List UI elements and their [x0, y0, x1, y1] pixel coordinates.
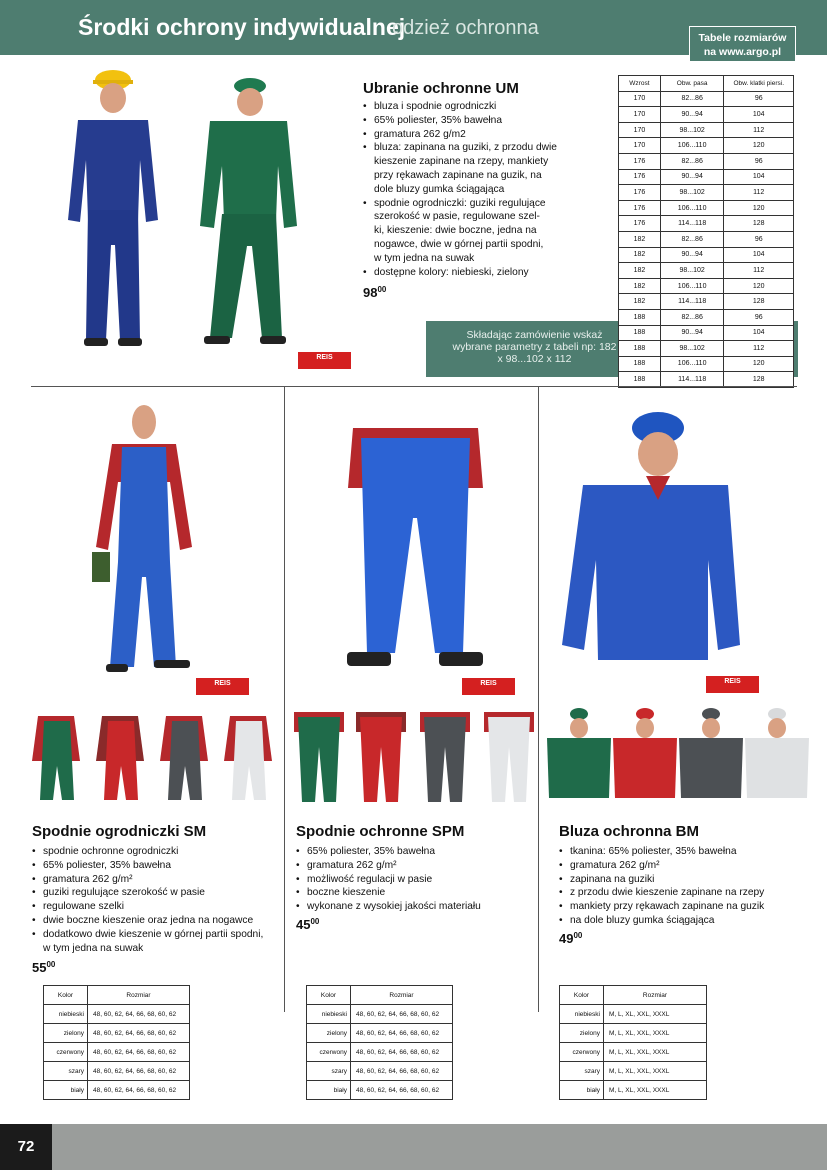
- um-table-body: [619, 91, 794, 387]
- sm-table-row: [44, 1062, 190, 1081]
- spm-cell-sizes: 48, 60, 62, 64, 66, 68, 60, 62: [351, 1081, 453, 1100]
- sm-bullet: • spodnie ochronne ogrodniczki: [32, 845, 277, 859]
- um-cell-chest: 96: [724, 309, 794, 325]
- um-bullet-cont: [363, 210, 563, 224]
- horizontal-divider: [31, 386, 797, 387]
- spm-bullet: • gramatura 262 g/m²: [296, 859, 536, 873]
- sm-title: Spodnie ogrodniczki SM: [32, 823, 207, 840]
- um-bullet-text: dole bluzy gumka ściągająca: [374, 183, 505, 195]
- um-table-row: [619, 247, 794, 263]
- page-subtitle: odzież ochronna: [392, 17, 539, 39]
- um-cell-height: 176: [619, 185, 661, 201]
- um-bullet-text: w tym jedna na suwak: [374, 252, 475, 264]
- bm-variant-red: [613, 708, 677, 798]
- um-cell-height: 188: [619, 372, 661, 388]
- um-bullets: [363, 100, 563, 279]
- spm-cell-color: szary: [307, 1062, 351, 1081]
- um-bullet-cont: [363, 155, 563, 169]
- um-bullet-text: przy rękawach zapinane na guzik, na: [374, 169, 542, 181]
- spm-color-variants: [290, 712, 538, 804]
- footer-bar: [52, 1124, 827, 1170]
- sm-price-cents: 00: [46, 960, 56, 969]
- bm-cell-sizes: M, L, XL, XXL, XXXL: [604, 1062, 707, 1081]
- um-cell-chest: 96: [724, 91, 794, 107]
- um-cell-chest: 104: [724, 247, 794, 263]
- spm-variant-grey: [420, 712, 470, 802]
- um-cell-height: 176: [619, 216, 661, 232]
- um-cell-chest: 128: [724, 216, 794, 232]
- um-cell-height: 188: [619, 356, 661, 372]
- size-link-line2: na www.argo.pl: [703, 46, 782, 58]
- reis-logo-text: REIS: [316, 354, 333, 361]
- reis-logo-text: REIS: [214, 680, 231, 687]
- um-bullet-text: kieszenie zapinane na rzepy, mankiety: [374, 156, 549, 168]
- reis-logo-spm: [462, 678, 515, 695]
- um-blue-figure: [58, 70, 168, 360]
- sm-bullets: [32, 845, 277, 955]
- um-cell-chest: 112: [724, 185, 794, 201]
- um-cell-height: 182: [619, 231, 661, 247]
- bm-table-header-row: [560, 986, 707, 1005]
- um-cell-chest: 104: [724, 169, 794, 185]
- um-cell-chest: 96: [724, 153, 794, 169]
- spm-cell-sizes: 48, 60, 62, 64, 66, 68, 60, 62: [351, 1043, 453, 1062]
- spm-bullet: • boczne kieszenie: [296, 886, 536, 900]
- um-cell-waist: 106...110: [660, 278, 724, 294]
- bm-bullet: • gramatura 262 g/m²: [559, 859, 799, 873]
- bm-header-color: Kolor: [560, 986, 604, 1005]
- um-bullet: • bluza i spodnie ogrodniczki: [363, 100, 563, 114]
- spm-price-cents: 00: [310, 917, 320, 926]
- spm-cell-color: niebieski: [307, 1005, 351, 1024]
- bm-table-row: [560, 1024, 707, 1043]
- sm-header-size: Rozmiar: [88, 986, 190, 1005]
- um-cell-height: 176: [619, 200, 661, 216]
- bm-table-row: [560, 1062, 707, 1081]
- um-table-row: [619, 107, 794, 123]
- um-table-row: [619, 200, 794, 216]
- spm-table-body: [307, 1005, 453, 1100]
- spm-table-header-row: [307, 986, 453, 1005]
- spm-blue-figure: [343, 428, 488, 678]
- sm-cell-sizes: 48, 60, 62, 64, 66, 68, 60, 62: [88, 1081, 190, 1100]
- page-title: Środki ochrony indywidualnej: [78, 14, 406, 40]
- um-cell-chest: 112: [724, 263, 794, 279]
- um-bullet-text: szerokość w pasie, regulowane szel-: [374, 211, 540, 223]
- um-table-header-row: [619, 76, 794, 92]
- reis-logo-sm: [196, 678, 249, 695]
- sm-bullet: • guziki regulujące szerokość w pasie: [32, 886, 277, 900]
- spm-price-main: 45: [296, 917, 311, 932]
- sm-blue-figure: [92, 402, 197, 677]
- sm-table-row: [44, 1081, 190, 1100]
- spm-cell-sizes: 48, 60, 62, 64, 66, 68, 60, 62: [351, 1024, 453, 1043]
- bm-price-cents: 00: [573, 931, 583, 940]
- um-cell-height: 182: [619, 294, 661, 310]
- sm-table-body: [44, 1005, 190, 1100]
- spm-cell-color: biały: [307, 1081, 351, 1100]
- um-price: [363, 285, 386, 300]
- bm-variant-grey: [679, 708, 743, 798]
- um-price-cents: 00: [377, 285, 387, 294]
- bm-bullet: • z przodu dwie kieszenie zapinane na rzepy: [559, 886, 799, 900]
- bm-cell-color: zielony: [560, 1024, 604, 1043]
- spm-bullets: [296, 845, 536, 914]
- sm-bullet: • regulowane szelki: [32, 900, 277, 914]
- um-cell-waist: 82...86: [660, 309, 724, 325]
- spm-cell-sizes: 48, 60, 62, 64, 66, 68, 60, 62: [351, 1062, 453, 1081]
- sm-variant-white: [224, 716, 272, 800]
- bm-table-body: [560, 1005, 707, 1100]
- um-cell-waist: 90...94: [660, 107, 724, 123]
- um-cell-height: 188: [619, 309, 661, 325]
- um-cell-chest: 96: [724, 231, 794, 247]
- um-cell-height: 170: [619, 107, 661, 123]
- size-tables-link[interactable]: [689, 26, 796, 62]
- um-table-row: [619, 138, 794, 154]
- um-table-row: [619, 294, 794, 310]
- sm-cell-color: niebieski: [44, 1005, 88, 1024]
- bm-table-row: [560, 1005, 707, 1024]
- um-cell-waist: 82...86: [660, 91, 724, 107]
- order-note-text: Składając zamówienie wskaż wybrane parametry z tabeli np: 182 x 98...102 x 112: [452, 329, 617, 365]
- spm-variant-white: [484, 712, 534, 802]
- um-cell-chest: 120: [724, 138, 794, 154]
- spm-bullet: • 65% poliester, 35% bawełna: [296, 845, 536, 859]
- um-cell-waist: 106...110: [660, 356, 724, 372]
- sm-bullet-cont: [32, 942, 277, 956]
- page-number: 72: [0, 1124, 52, 1170]
- spm-table-row: [307, 1081, 453, 1100]
- um-table-row: [619, 278, 794, 294]
- um-cell-height: 170: [619, 91, 661, 107]
- um-bullet: • gramatura 262 g/m2: [363, 128, 563, 142]
- bm-price-main: 49: [559, 931, 574, 946]
- um-green-figure: [192, 76, 302, 356]
- um-cell-chest: 112: [724, 122, 794, 138]
- um-price-main: 98: [363, 285, 378, 300]
- bm-cell-color: czerwony: [560, 1043, 604, 1062]
- bm-variant-green: [547, 708, 611, 798]
- sm-cell-sizes: 48, 60, 62, 64, 66, 68, 60, 62: [88, 1062, 190, 1081]
- um-cell-waist: 106...110: [660, 138, 724, 154]
- um-title: Ubranie ochronne UM: [363, 80, 519, 97]
- reis-logo-text: REIS: [480, 680, 497, 687]
- um-table-row: [619, 309, 794, 325]
- sm-variant-red: [96, 716, 144, 800]
- sm-header-color: Kolor: [44, 986, 88, 1005]
- um-cell-waist: 98...102: [660, 185, 724, 201]
- sm-table-row: [44, 1043, 190, 1062]
- sm-cell-color: zielony: [44, 1024, 88, 1043]
- um-table-row: [619, 91, 794, 107]
- um-cell-height: 182: [619, 247, 661, 263]
- um-cell-waist: 90...94: [660, 247, 724, 263]
- um-cell-waist: 98...102: [660, 263, 724, 279]
- um-cell-chest: 120: [724, 356, 794, 372]
- um-table-row: [619, 216, 794, 232]
- sm-bullet: • gramatura 262 g/m²: [32, 873, 277, 887]
- sm-cell-color: szary: [44, 1062, 88, 1081]
- um-cell-waist: 90...94: [660, 169, 724, 185]
- um-cell-waist: 114...118: [660, 294, 724, 310]
- sm-price-main: 55: [32, 960, 47, 975]
- sm-color-variants: [30, 706, 278, 804]
- sm-size-table: [43, 985, 190, 1100]
- um-cell-height: 176: [619, 169, 661, 185]
- bm-blue-figure: [558, 410, 743, 665]
- bm-cell-color: niebieski: [560, 1005, 604, 1024]
- um-cell-height: 188: [619, 341, 661, 357]
- um-bullet-text: ki, kieszenie: dwie boczne, jedna na: [374, 225, 537, 237]
- um-cell-waist: 82...86: [660, 231, 724, 247]
- sm-price: [32, 960, 55, 975]
- spm-table-row: [307, 1062, 453, 1081]
- sm-cell-sizes: 48, 60, 62, 64, 66, 68, 60, 62: [88, 1005, 190, 1024]
- sm-table-header-row: [44, 986, 190, 1005]
- bm-bullet: • na dole bluzy gumka ściągająca: [559, 914, 799, 928]
- bm-table-row: [560, 1081, 707, 1100]
- spm-cell-color: zielony: [307, 1024, 351, 1043]
- bm-bullet: • zapinana na guziki: [559, 873, 799, 887]
- um-cell-height: 170: [619, 138, 661, 154]
- um-cell-waist: 98...102: [660, 341, 724, 357]
- spm-table-row: [307, 1043, 453, 1062]
- sm-table-row: [44, 1024, 190, 1043]
- spm-variant-red: [356, 712, 406, 802]
- um-cell-chest: 104: [724, 107, 794, 123]
- sm-cell-color: czerwony: [44, 1043, 88, 1062]
- um-cell-height: 182: [619, 278, 661, 294]
- reis-logo-bm: [706, 676, 759, 693]
- um-header-waist: Obw. pasa: [660, 76, 724, 92]
- spm-size-table: [306, 985, 453, 1100]
- spm-price: [296, 917, 319, 932]
- um-bullet: • dostępne kolory: niebieski, zielony: [363, 266, 563, 280]
- um-bullet: • bluza: zapinana na guziki, z przodu dwie: [363, 141, 563, 155]
- bm-cell-sizes: M, L, XL, XXL, XXXL: [604, 1081, 707, 1100]
- sm-bullet: • 65% poliester, 35% bawełna: [32, 859, 277, 873]
- um-bullet-cont: [363, 224, 563, 238]
- um-header-chest: Obw. klatki piersi.: [724, 76, 794, 92]
- size-link-line1: Tabele rozmiarów: [698, 32, 787, 44]
- spm-bullet: • możliwość regulacji w pasie: [296, 873, 536, 887]
- um-cell-waist: 114...118: [660, 216, 724, 232]
- spm-table-row: [307, 1005, 453, 1024]
- um-cell-chest: 120: [724, 200, 794, 216]
- bm-cell-sizes: M, L, XL, XXL, XXXL: [604, 1024, 707, 1043]
- um-bullet: • spodnie ogrodniczki: guziki regulujące: [363, 197, 563, 211]
- column-divider: [284, 387, 285, 1012]
- bm-cell-sizes: M, L, XL, XXL, XXXL: [604, 1043, 707, 1062]
- sm-variant-green: [32, 716, 80, 800]
- sm-bullet: • dodatkowo dwie kieszenie w górnej partii spodni,: [32, 928, 277, 942]
- bm-size-table: [559, 985, 707, 1100]
- um-bullet: • 65% poliester, 35% bawełna: [363, 114, 563, 128]
- spm-variant-green: [294, 712, 344, 802]
- bm-cell-sizes: M, L, XL, XXL, XXXL: [604, 1005, 707, 1024]
- um-table-row: [619, 231, 794, 247]
- spm-cell-sizes: 48, 60, 62, 64, 66, 68, 60, 62: [351, 1005, 453, 1024]
- column-divider: [538, 387, 539, 1012]
- sm-bullet: • dwie boczne kieszenie oraz jedna na nogawce: [32, 914, 277, 928]
- um-header-height: Wzrost: [619, 76, 661, 92]
- sm-table-row: [44, 1005, 190, 1024]
- um-cell-waist: 98...102: [660, 122, 724, 138]
- um-cell-waist: 106...110: [660, 200, 724, 216]
- bm-bullets: [559, 845, 799, 928]
- um-table-row: [619, 263, 794, 279]
- um-table-row: [619, 325, 794, 341]
- um-cell-height: 182: [619, 263, 661, 279]
- um-bullet-cont: [363, 183, 563, 197]
- spm-table-row: [307, 1024, 453, 1043]
- um-cell-waist: 114...118: [660, 372, 724, 388]
- bm-variant-white: [745, 708, 809, 798]
- bm-color-variants: [541, 706, 809, 806]
- sm-cell-color: biały: [44, 1081, 88, 1100]
- bm-bullet: • mankiety przy rękawach zapinane na guzik: [559, 900, 799, 914]
- um-bullet-cont: [363, 238, 563, 252]
- sm-cell-sizes: 48, 60, 62, 64, 66, 68, 60, 62: [88, 1043, 190, 1062]
- um-cell-height: 170: [619, 122, 661, 138]
- um-cell-height: 176: [619, 153, 661, 169]
- bm-price: [559, 931, 582, 946]
- um-cell-waist: 82...86: [660, 153, 724, 169]
- spm-header-color: Kolor: [307, 986, 351, 1005]
- spm-cell-color: czerwony: [307, 1043, 351, 1062]
- sm-bullet-text: w tym jedna na suwak: [43, 942, 144, 954]
- bm-cell-color: szary: [560, 1062, 604, 1081]
- spm-title: Spodnie ochronne SPM: [296, 823, 465, 840]
- spm-header-size: Rozmiar: [351, 986, 453, 1005]
- bm-title: Bluza ochronna BM: [559, 823, 700, 840]
- reis-logo-um: [298, 352, 351, 369]
- um-size-table: [618, 75, 794, 388]
- bm-table-row: [560, 1043, 707, 1062]
- bm-cell-color: biały: [560, 1081, 604, 1100]
- um-table-row: [619, 341, 794, 357]
- um-table-row: [619, 153, 794, 169]
- um-cell-waist: 90...94: [660, 325, 724, 341]
- um-bullet-cont: [363, 252, 563, 266]
- spm-bullet: • wykonane z wysokiej jakości materiału: [296, 900, 536, 914]
- um-cell-chest: 128: [724, 294, 794, 310]
- um-table-row: [619, 122, 794, 138]
- um-cell-chest: 112: [724, 341, 794, 357]
- um-table-row: [619, 356, 794, 372]
- sm-cell-sizes: 48, 60, 62, 64, 66, 68, 60, 62: [88, 1024, 190, 1043]
- sm-variant-grey: [160, 716, 208, 800]
- bm-bullet: • tkanina: 65% poliester, 35% bawełna: [559, 845, 799, 859]
- um-cell-chest: 128: [724, 372, 794, 388]
- um-cell-height: 188: [619, 325, 661, 341]
- um-cell-chest: 104: [724, 325, 794, 341]
- um-table-row: [619, 185, 794, 201]
- um-bullet-text: nogawce, dwie w górnej partii spodni,: [374, 238, 544, 250]
- reis-logo-text: REIS: [724, 678, 741, 685]
- bm-header-size: Rozmiar: [604, 986, 707, 1005]
- um-bullet-cont: [363, 169, 563, 183]
- um-cell-chest: 120: [724, 278, 794, 294]
- um-table-row: [619, 169, 794, 185]
